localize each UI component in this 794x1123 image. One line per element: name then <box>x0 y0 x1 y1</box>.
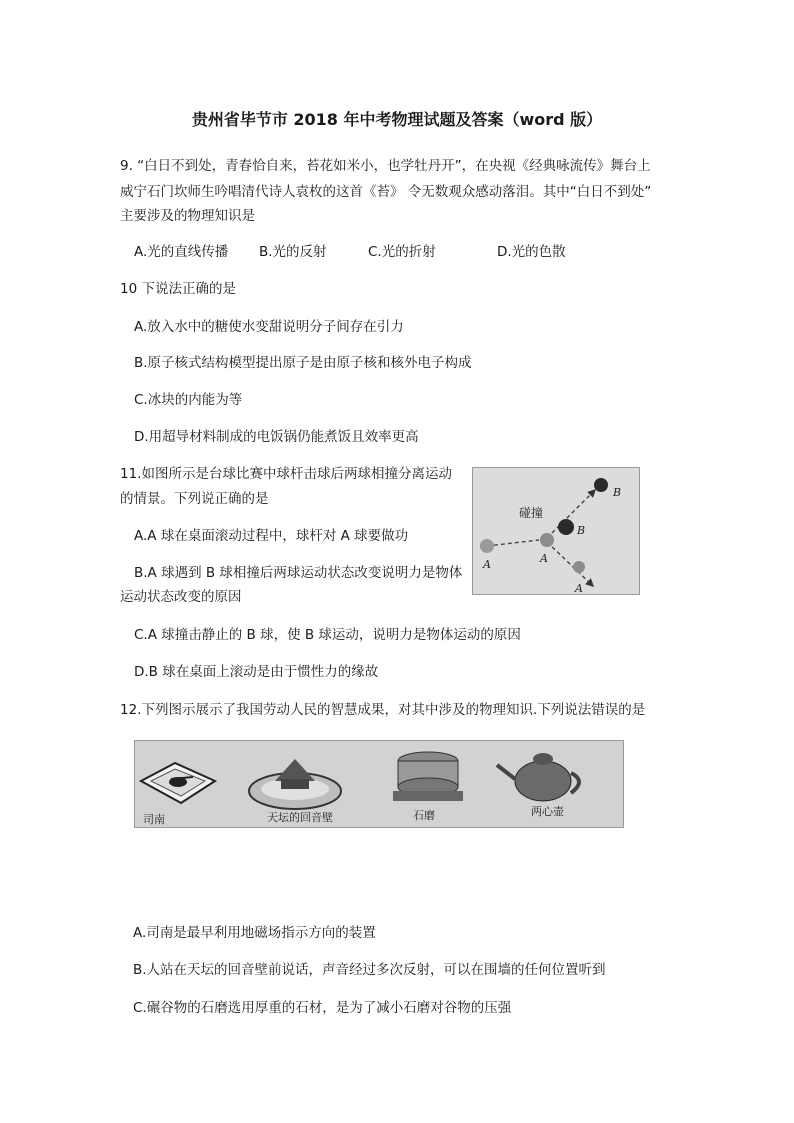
two-heart-pot-picture <box>497 753 579 801</box>
ball-a-start <box>480 539 494 553</box>
caption-stone-mill: 石磨 <box>413 809 435 822</box>
question-9-option-c: C.光的折射 <box>368 244 436 260</box>
echo-wall-picture <box>249 759 341 809</box>
question-11-line-1: 11.如图所示是台球比赛中球杆击球后两球相撞分离运动 <box>120 466 452 482</box>
question-9-option-b: B.光的反射 <box>259 244 327 260</box>
ancient-inventions-figure <box>134 740 624 828</box>
caption-echo-wall: 天坛的回音壁 <box>267 811 333 824</box>
question-9-option-a: A.光的直线传播 <box>134 244 229 260</box>
question-12-option-b: B.人站在天坛的回音壁前说话，声音经过多次反射，可以在围墙的任何位置听到 <box>133 962 606 978</box>
ball-b-end <box>594 478 608 492</box>
page-title: 贵州省毕节市 2018 年中考物理试题及答案（word 版） <box>191 110 603 129</box>
question-10-option-b: B.原子核式结构模型提出原子是由原子核和核外电子构成 <box>134 355 472 371</box>
question-10-option-c: C.冰块的内能为等 <box>134 392 243 408</box>
question-11-option-b-line-1: B.A 球遇到 B 球相撞后两球运动状态改变说明力是物体 <box>134 565 463 581</box>
label-b-1: B <box>577 524 586 537</box>
question-11-option-c: C.A 球撞击静止的 B 球，使 B 球运动，说明力是物体运动的原因 <box>134 627 521 643</box>
billiards-collision-diagram <box>473 468 639 594</box>
question-9-line-1: 9. “白日不到处，青春恰自来，苔花如米小，也学牡丹开”，在央视《经典咏流传》舞台上 <box>120 158 651 174</box>
question-9-option-d: D.光的色散 <box>497 244 566 260</box>
question-11-line-2: 的情景。下列说正确的是 <box>120 491 269 507</box>
question-11-option-a: A.A 球在桌面滚动过程中，球杆对 A 球要做功 <box>134 528 409 544</box>
ball-b-start <box>558 519 574 535</box>
collision-label: 碰撞 <box>519 506 544 520</box>
caption-two-heart-pot: 两心壶 <box>531 805 564 818</box>
question-12-stem: 12.下列图示展示了我国劳动人民的智慧成果，对其中涉及的物理知识.下列说法错误的是 <box>120 702 646 718</box>
question-12-option-c: C.碾谷物的石磨选用厚重的石材，是为了减小石磨对谷物的压强 <box>133 1000 512 1016</box>
label-a-3: A <box>575 582 583 594</box>
ball-a-end <box>573 561 585 573</box>
label-a-1: A <box>483 558 491 571</box>
ball-a-path-out <box>547 542 593 586</box>
billiards-collision-figure <box>472 467 640 595</box>
label-b-2: B <box>613 486 622 499</box>
question-9-line-2: 威宁石门坎师生吟唱清代诗人袁枚的这首《苔》 令无数观众感动落泪。其中“白日不到处” <box>120 184 652 200</box>
caption-sinan: 司南 <box>143 813 165 826</box>
question-12-option-a: A.司南是最早利用地磁场指示方向的装置 <box>133 925 376 941</box>
question-11-option-b-line-2: 运动状态改变的原因 <box>120 589 242 605</box>
question-9-line-3: 主要涉及的物理知识是 <box>120 208 255 224</box>
stone-mill-picture <box>393 752 463 801</box>
question-10-stem: 10 下说法正确的是 <box>120 281 236 297</box>
label-a-2: A <box>540 552 548 565</box>
sinan-compass-picture <box>141 763 215 803</box>
ball-a-path-in <box>487 540 539 546</box>
ball-a-collision <box>540 533 554 547</box>
question-10-option-d: D.用超导材料制成的电饭锅仍能煮饭且效率更高 <box>134 429 419 445</box>
question-10-option-a: A.放入水中的糖使水变甜说明分子间存在引力 <box>134 319 404 335</box>
question-11-option-d: D.B 球在桌面上滚动是由于惯性力的缘故 <box>134 664 379 680</box>
